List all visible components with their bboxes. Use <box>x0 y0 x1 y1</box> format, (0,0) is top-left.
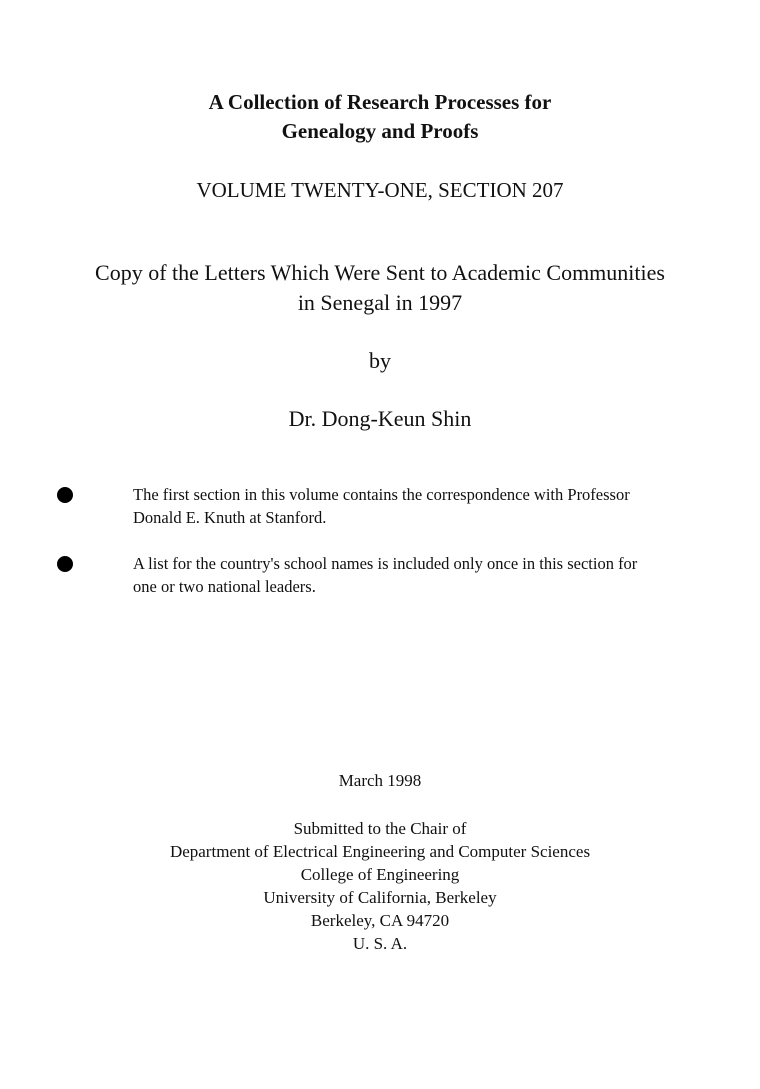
submission-line-5: Berkeley, CA 94720 <box>310 911 450 930</box>
bullet-text-line-1: A list for the country's school names is included only once in this section for <box>133 554 638 573</box>
author-name: Dr. Dong-Keun Shin <box>288 406 472 431</box>
bullet-dot-icon <box>57 556 73 572</box>
bullet-text-line-2: one or two national leaders. <box>133 577 316 596</box>
submission-line-2: Department of Electrical Engineering and Computer Sciences <box>169 842 591 861</box>
title-line-2: Genealogy and Proofs <box>281 119 479 143</box>
bullet-text-line-1: The first section in this volume contains the correspondence with Professor <box>133 485 630 504</box>
title-line-1: A Collection of Research Processes for <box>208 90 552 114</box>
subtitle-line-2: in Senegal in 1997 <box>297 290 463 315</box>
bullet-dot-icon <box>57 487 73 503</box>
submission-line-4: University of California, Berkeley <box>263 888 497 907</box>
submission-line-6: U. S. A. <box>352 934 408 953</box>
by-label: by <box>369 348 391 373</box>
date-line: March 1998 <box>338 771 422 790</box>
submission-line-3: College of Engineering <box>300 865 460 884</box>
subtitle-line-1: Copy of the Letters Which Were Sent to Academic Communities <box>95 260 665 285</box>
submission-line-1: Submitted to the Chair of <box>293 819 467 838</box>
bullet-text-line-2: Donald E. Knuth at Stanford. <box>133 508 327 527</box>
volume-heading: VOLUME TWENTY-ONE, SECTION 207 <box>196 178 564 202</box>
